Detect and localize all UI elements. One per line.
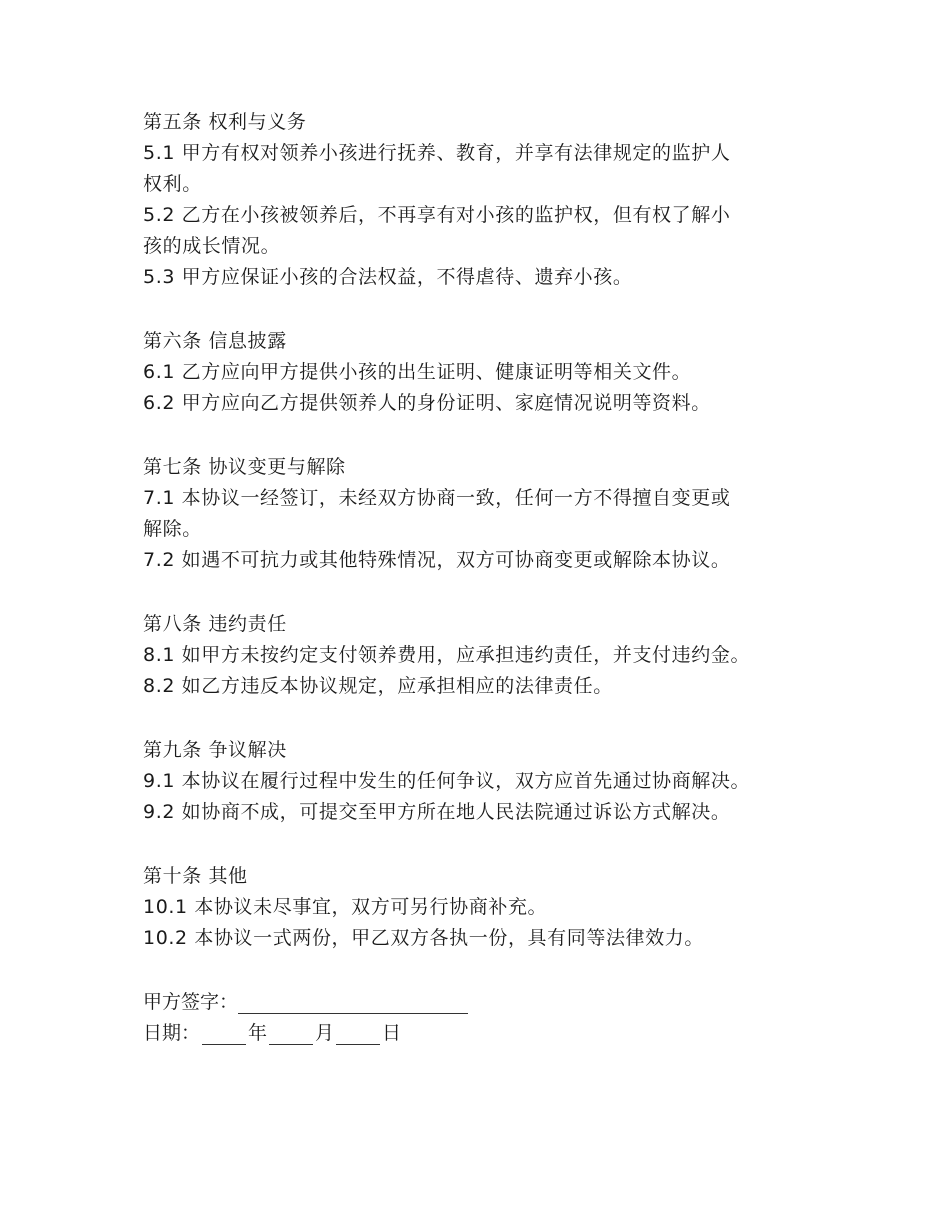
clause-line: 孩的成长情况。 — [143, 235, 281, 257]
clause-line: 5.2 乙方在小孩被领养后，不再享有对小孩的监护权，但有权了解小 — [143, 204, 731, 226]
clause-line: 5.1 甲方有权对领养小孩进行抚养、教育，并享有法律规定的监护人 — [143, 142, 731, 164]
section-heading: 第九条 争议解决 — [143, 739, 287, 761]
clause-line: 权利。 — [143, 173, 202, 195]
section-9 — [143, 735, 843, 828]
year-label: 年 — [248, 1022, 268, 1044]
clause-line: 10.1 本协议未尽事宜，双方可另行协商补充。 — [143, 896, 548, 918]
section-7 — [143, 452, 843, 576]
month-blank[interactable] — [269, 1022, 313, 1045]
clause-line: 6.1 乙方应向甲方提供小孩的出生证明、健康证明等相关文件。 — [143, 361, 692, 383]
section-spacer — [143, 293, 843, 326]
section-heading: 第六条 信息披露 — [143, 330, 287, 352]
clause-line: 6.2 甲方应向乙方提供领养人的身份证明、家庭情况说明等资料。 — [143, 392, 711, 414]
clause-line: 10.2 本协议一式两份，甲乙双方各执一份，具有同等法律效力。 — [143, 927, 704, 949]
clause-line: 解除。 — [143, 518, 202, 540]
year-blank[interactable] — [202, 1022, 246, 1045]
clause-line: 5.3 甲方应保证小孩的合法权益，不得虐待、遗弃小孩。 — [143, 266, 633, 288]
signature-row — [143, 987, 843, 1018]
section-heading: 第五条 权利与义务 — [143, 111, 307, 133]
clause-line: 7.1 本协议一经签订，未经双方协商一致，任何一方不得擅自变更或 — [143, 487, 731, 509]
signature-block — [143, 987, 843, 1049]
day-label: 日 — [382, 1022, 402, 1044]
clause-line: 8.2 如乙方违反本协议规定，应承担相应的法律责任。 — [143, 675, 613, 697]
section-heading: 第七条 协议变更与解除 — [143, 456, 346, 478]
section-spacer — [143, 954, 843, 987]
clause-line: 9.2 如协商不成，可提交至甲方所在地人民法院通过诉讼方式解决。 — [143, 801, 731, 823]
date-row — [143, 1018, 843, 1049]
section-10 — [143, 861, 843, 954]
section-spacer — [143, 828, 843, 861]
section-spacer — [143, 702, 843, 735]
section-6 — [143, 326, 843, 419]
section-heading: 第十条 其他 — [143, 865, 248, 887]
day-blank[interactable] — [336, 1022, 380, 1045]
section-spacer — [143, 576, 843, 609]
date-label: 日期： — [143, 1022, 201, 1044]
clause-line: 8.1 如甲方未按约定支付领养费用，应承担违约责任，并支付违约金。 — [143, 644, 751, 666]
section-heading: 第八条 违约责任 — [143, 613, 287, 635]
clause-line: 7.2 如遇不可抗力或其他特殊情况，双方可协商变更或解除本协议。 — [143, 549, 731, 571]
section-5 — [143, 107, 843, 293]
section-spacer — [143, 419, 843, 452]
document-page — [143, 107, 843, 1049]
signature-line[interactable] — [238, 991, 468, 1014]
clause-line: 9.1 本协议在履行过程中发生的任何争议，双方应首先通过协商解决。 — [143, 770, 751, 792]
signature-label: 甲方签字： — [143, 991, 239, 1013]
month-label: 月 — [315, 1022, 335, 1044]
section-8 — [143, 609, 843, 702]
